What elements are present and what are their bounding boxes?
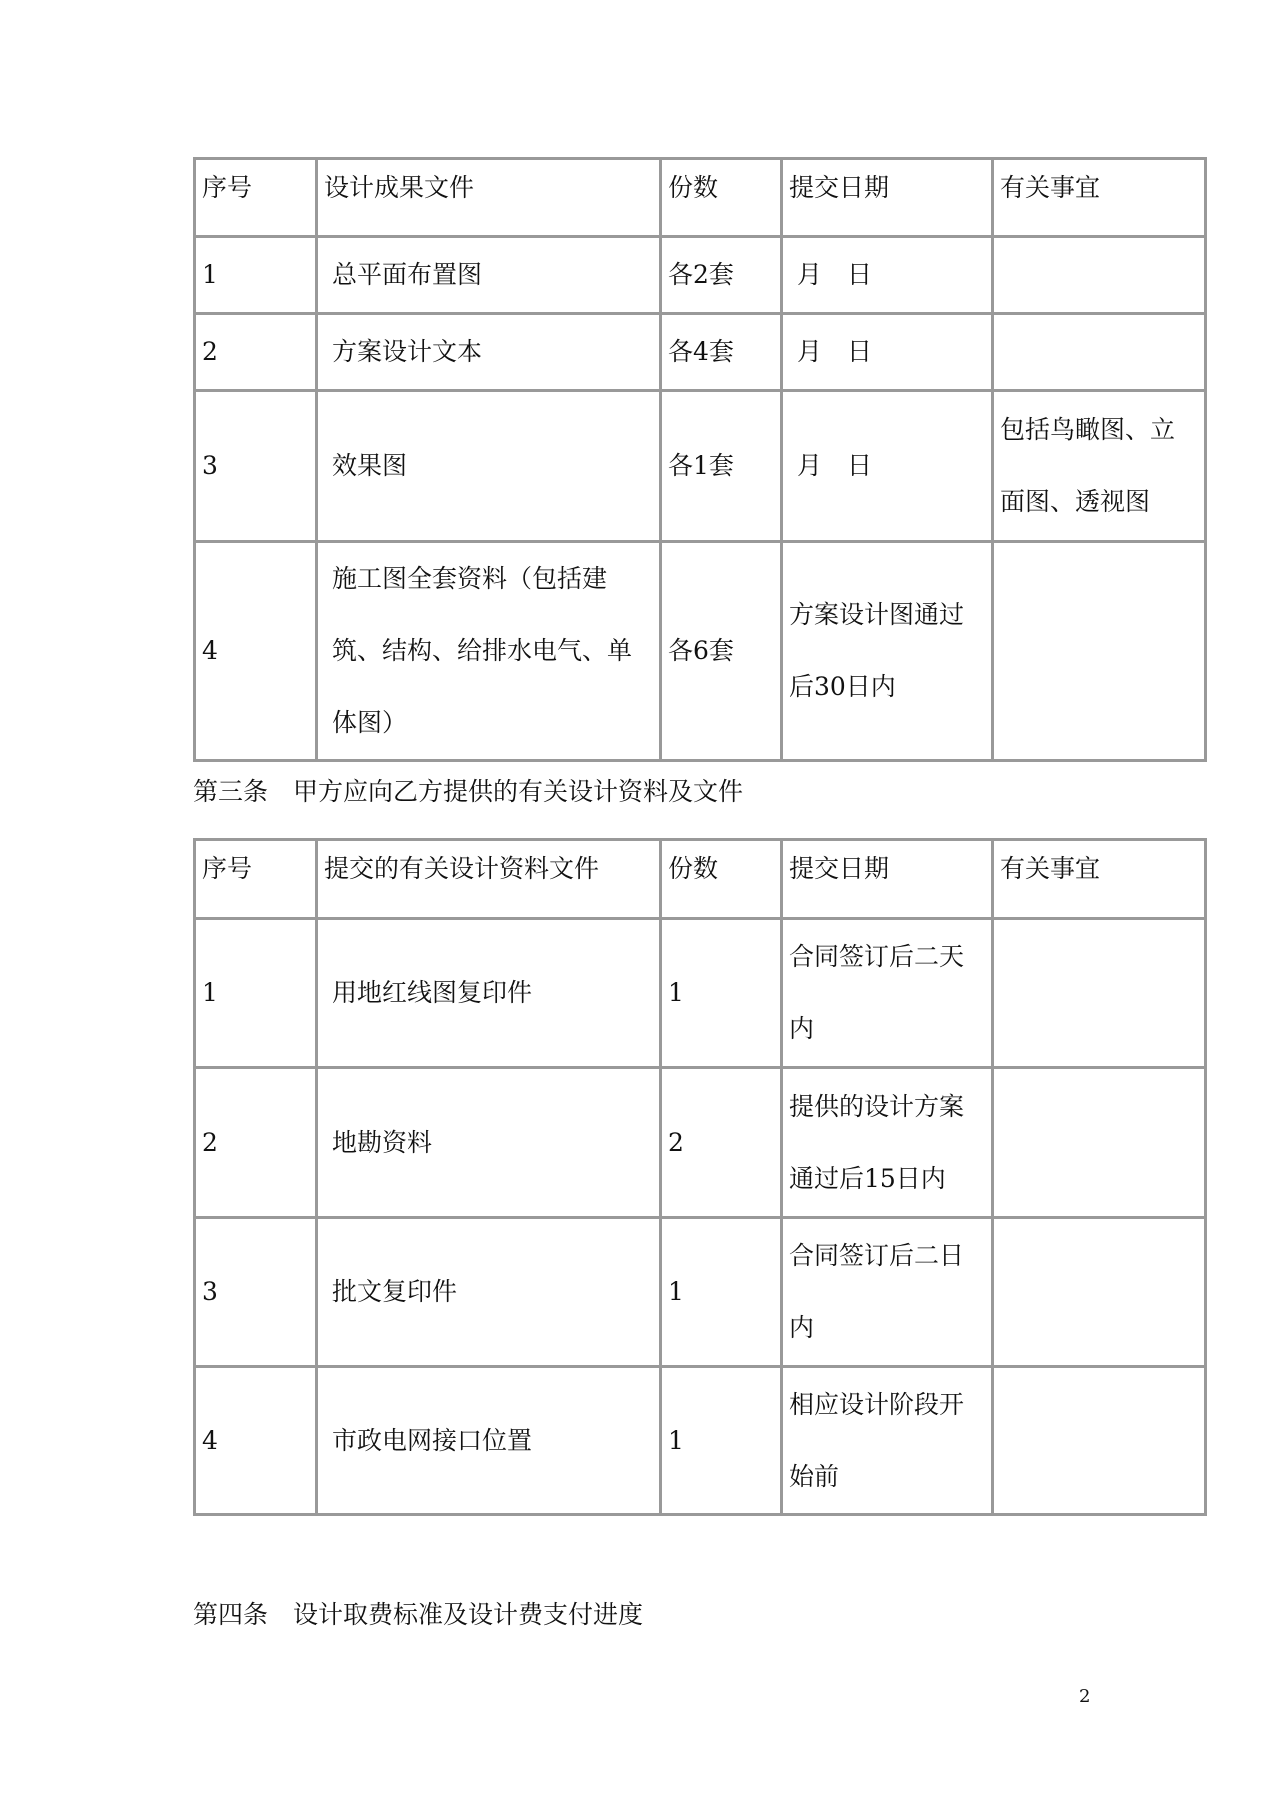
table-cell bbox=[993, 1218, 1206, 1367]
table-cell: 1 bbox=[661, 1218, 782, 1367]
table-cell bbox=[993, 1068, 1206, 1218]
table-cell bbox=[993, 919, 1206, 1068]
table-row bbox=[195, 237, 1206, 314]
table-cell bbox=[993, 237, 1206, 314]
table-cell: 包括鸟瞰图、立面图、透视图 bbox=[993, 391, 1206, 542]
table-row bbox=[195, 919, 1206, 1068]
table-cell: 总平面布置图 bbox=[317, 237, 661, 314]
table-cell: 序号 bbox=[195, 840, 317, 919]
table-cell: 月 日 bbox=[782, 314, 993, 391]
table-cell: 方案设计文本 bbox=[317, 314, 661, 391]
table-cell: 3 bbox=[195, 391, 317, 542]
table-cell: 序号 bbox=[195, 159, 317, 237]
table-cell: 方案设计图通过后30日内 bbox=[782, 542, 993, 761]
table-cell: 施工图全套资料（包括建筑、结构、给排水电气、单体图） bbox=[317, 542, 661, 761]
table-cell: 3 bbox=[195, 1218, 317, 1367]
table-row bbox=[195, 1367, 1206, 1515]
table-cell: 批文复印件 bbox=[317, 1218, 661, 1367]
table-row bbox=[195, 1218, 1206, 1367]
table-cell: 月 日 bbox=[782, 237, 993, 314]
table-cell: 用地红线图复印件 bbox=[317, 919, 661, 1068]
section-heading-4: 第四条 设计取费标准及设计费支付进度 bbox=[193, 1600, 644, 1629]
table-cell: 各6套 bbox=[661, 542, 782, 761]
table-cell: 月 日 bbox=[782, 391, 993, 542]
table-header-row bbox=[195, 159, 1206, 237]
table-cell: 各1套 bbox=[661, 391, 782, 542]
table-cell: 合同签订后二天内 bbox=[782, 919, 993, 1068]
section-heading-3: 第三条 甲方应向乙方提供的有关设计资料及文件 bbox=[193, 777, 744, 806]
table-cell: 各4套 bbox=[661, 314, 782, 391]
table-cell bbox=[993, 1367, 1206, 1515]
table-row bbox=[195, 314, 1206, 391]
page-number: 2 bbox=[1079, 1686, 1091, 1707]
table-row bbox=[195, 391, 1206, 542]
table-cell: 2 bbox=[195, 314, 317, 391]
table-cell: 相应设计阶段开始前 bbox=[782, 1367, 993, 1515]
table-row bbox=[195, 542, 1206, 761]
table-cell: 提交日期 bbox=[782, 159, 993, 237]
table-cell: 1 bbox=[195, 919, 317, 1068]
table-cell: 提交日期 bbox=[782, 840, 993, 919]
table-cell: 效果图 bbox=[317, 391, 661, 542]
table-cell: 合同签订后二日内 bbox=[782, 1218, 993, 1367]
table-cell: 份数 bbox=[661, 840, 782, 919]
table-cell: 1 bbox=[195, 237, 317, 314]
table-cell: 4 bbox=[195, 1367, 317, 1515]
table-cell: 市政电网接口位置 bbox=[317, 1367, 661, 1515]
table-cell: 份数 bbox=[661, 159, 782, 237]
table-cell: 1 bbox=[661, 919, 782, 1068]
table-cell: 各2套 bbox=[661, 237, 782, 314]
table-cell: 4 bbox=[195, 542, 317, 761]
table-cell: 有关事宜 bbox=[993, 840, 1206, 919]
table-cell: 1 bbox=[661, 1367, 782, 1515]
table-cell: 2 bbox=[661, 1068, 782, 1218]
table-cell: 提交的有关设计资料文件 bbox=[317, 840, 661, 919]
table-cell bbox=[993, 542, 1206, 761]
deliverables-table bbox=[193, 157, 1207, 762]
table-cell: 提供的设计方案通过后15日内 bbox=[782, 1068, 993, 1218]
client-materials-table bbox=[193, 838, 1207, 1516]
table-cell: 有关事宜 bbox=[993, 159, 1206, 237]
table-cell bbox=[993, 314, 1206, 391]
table-row bbox=[195, 1068, 1206, 1218]
table-cell: 设计成果文件 bbox=[317, 159, 661, 237]
table-cell: 2 bbox=[195, 1068, 317, 1218]
table-header-row bbox=[195, 840, 1206, 919]
table-cell: 地勘资料 bbox=[317, 1068, 661, 1218]
